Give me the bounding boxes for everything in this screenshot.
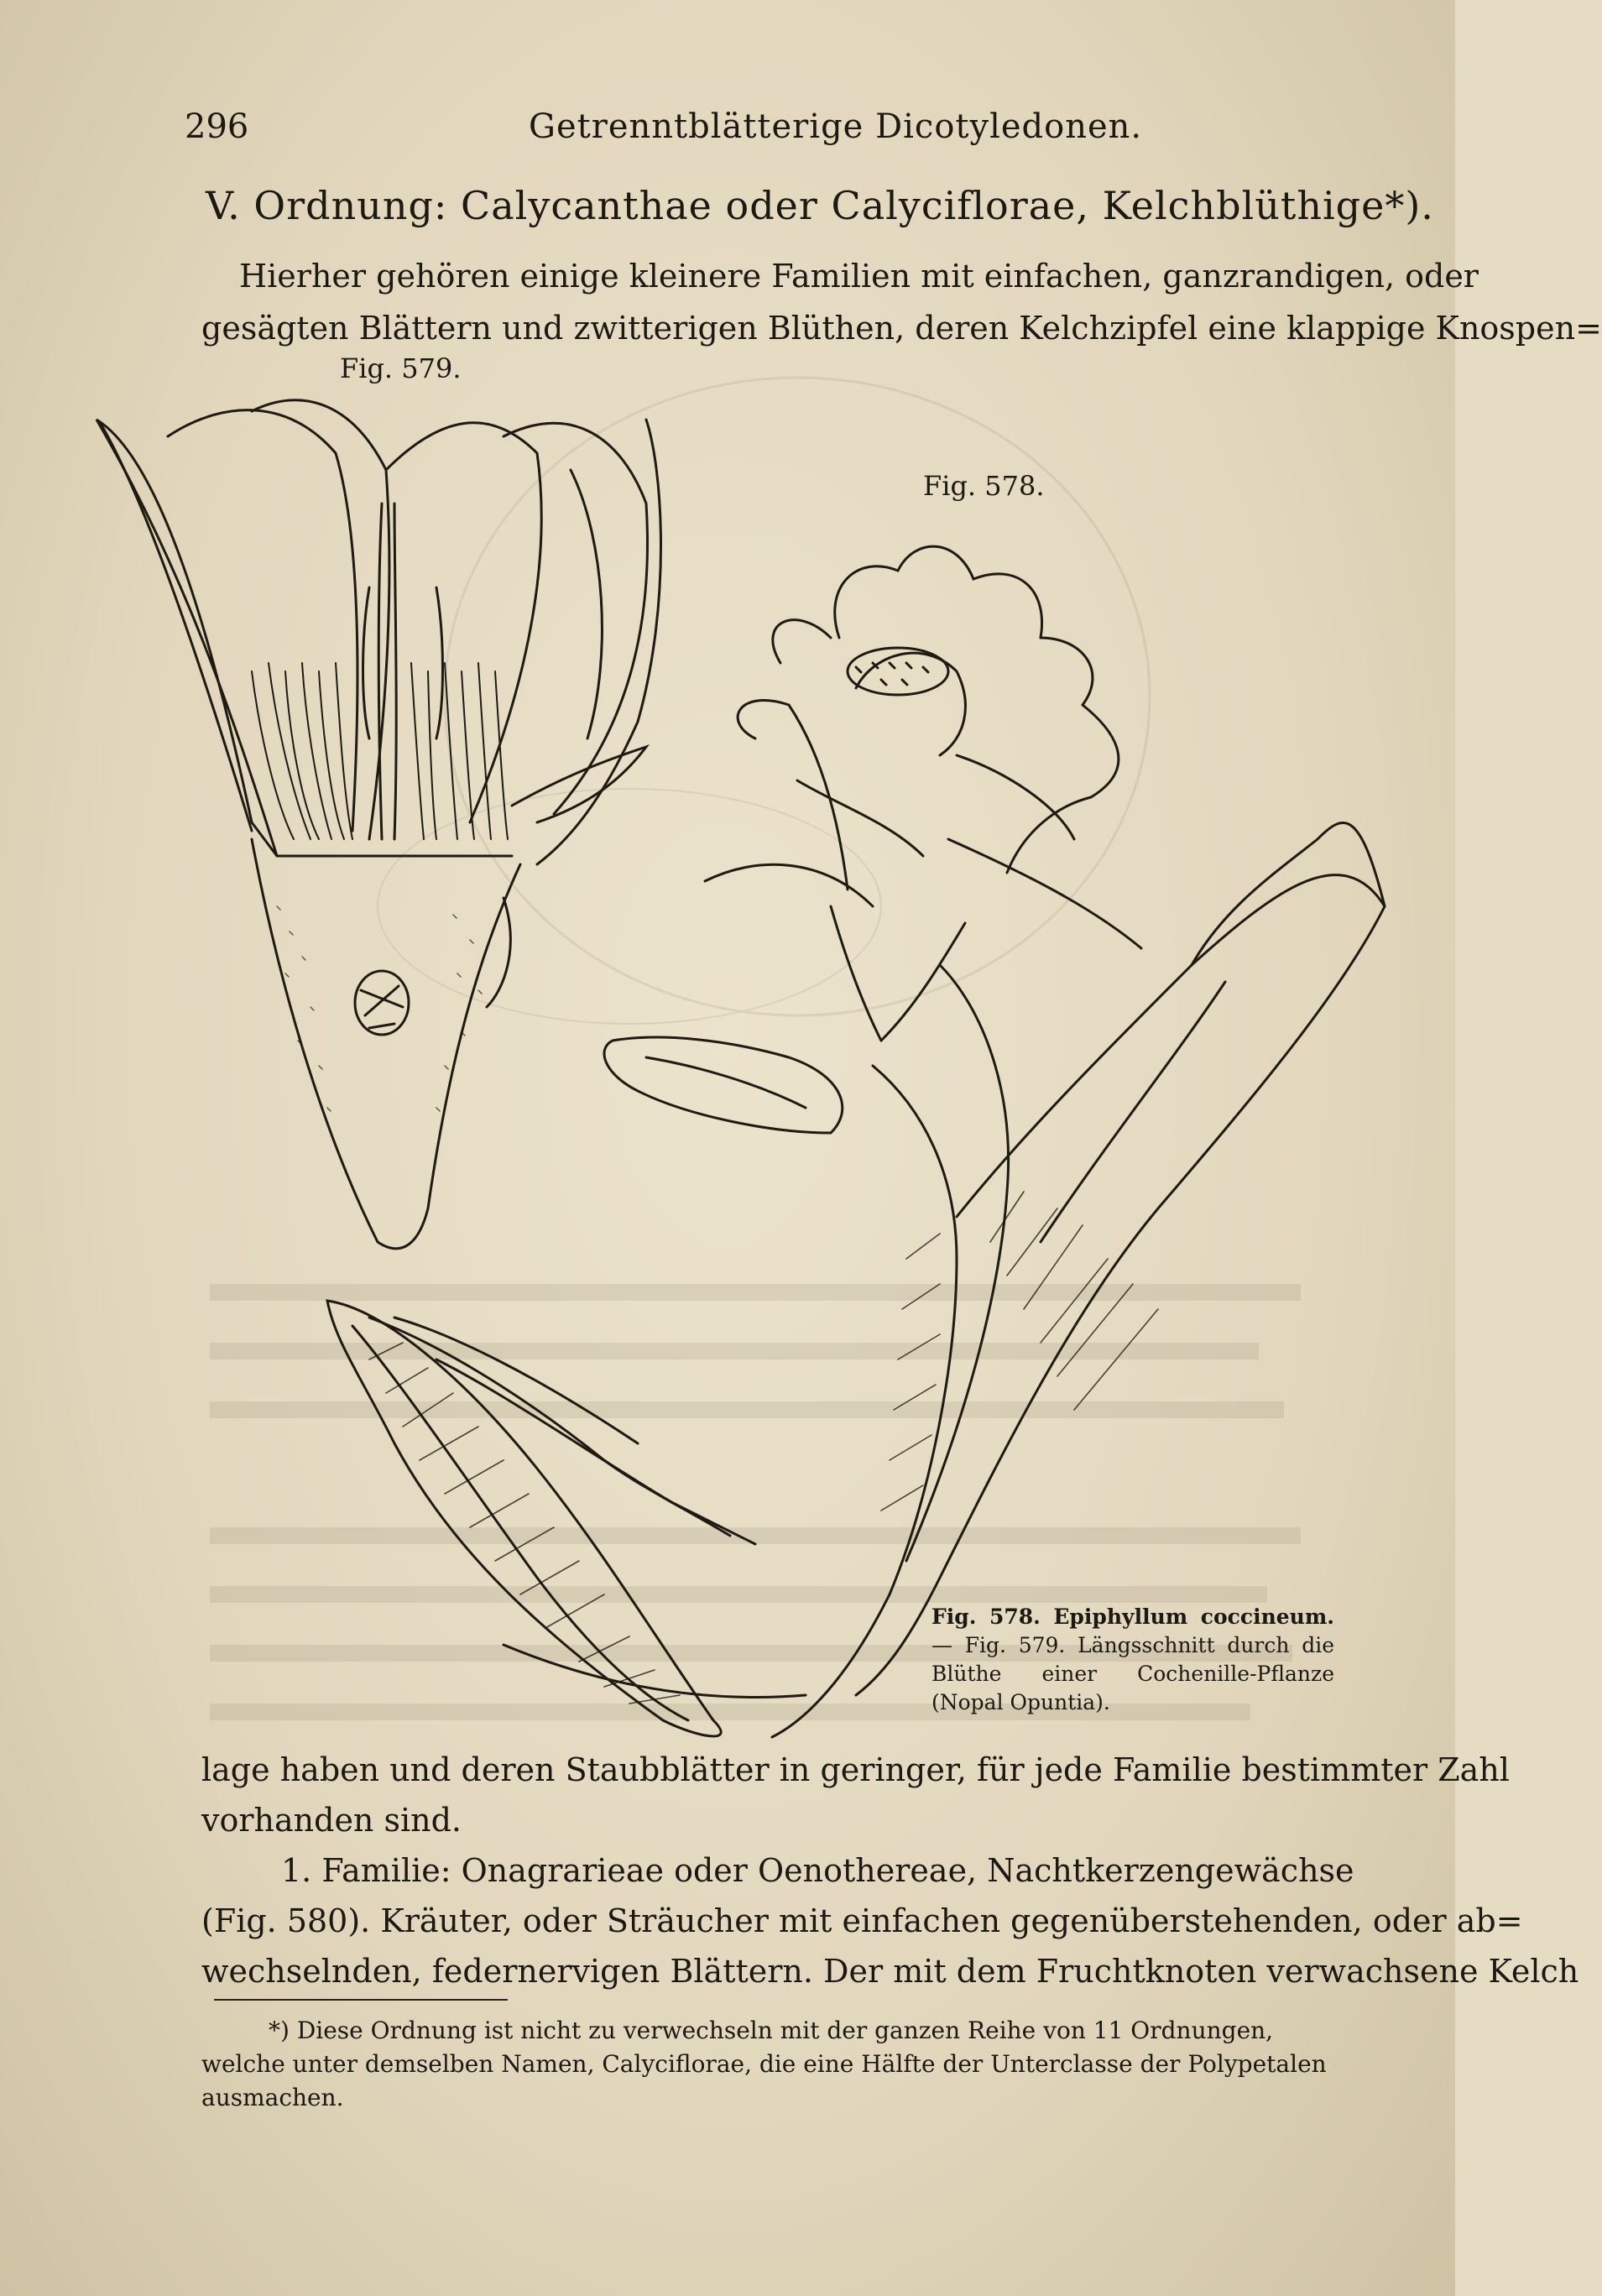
figure-caption	[931, 1603, 1334, 1717]
family-line-2: (Fig. 580). Kräuter, oder Sträucher mit einfachen gegenüberstehenden, oder ab=	[201, 1902, 1523, 1939]
footnote-line-1: *) Diese Ordnung ist nicht zu verwechseln mit der ganzen Reihe von 11 Ordnungen,	[269, 2017, 1274, 2044]
fig-579-label: Fig. 579.	[340, 352, 462, 384]
running-title: Getrenntblätterige Dicotyledonen.	[529, 107, 1143, 146]
family-line-3: wechselnden, federnervigen Blättern. Der mit dem Fruchtknoten verwachsene Kelch	[201, 1953, 1579, 1990]
fig-579-flower-section	[97, 400, 661, 1249]
fig-578-label: Fig. 578.	[923, 470, 1045, 502]
footnote-rule	[214, 1999, 508, 2001]
footnote-line-3: ausmachen.	[201, 2084, 344, 2111]
family-heading-line: 1. Familie: Onagrarieae oder Oenothereae, Nachtkerzengewächse	[281, 1852, 1354, 1889]
footnote-line-2: welche unter demselben Namen, Calyciflorae, die eine Hälfte der Unterclasse der Polypetalen	[201, 2050, 1327, 2078]
page-number: 296	[185, 107, 249, 146]
intro-line-2: gesägten Blättern und zwitterigen Blüthen, deren Kelchzipfel eine klappige Knospen=	[201, 310, 1602, 347]
intro-line-1: Hierher gehören einige kleinere Familien mit einfachen, ganzrandigen, oder	[239, 258, 1479, 295]
caption-rest: — Fig. 579. Längsschnitt durch die Blüthe einer Cochenille-Pflanze (Nopal Opuntia).	[931, 1633, 1334, 1714]
body-line-1: lage haben und deren Staubblätter in geringer, für jede Familie bestimmter Zahl	[201, 1751, 1510, 1788]
section-heading: V. Ordnung: Calycanthae oder Calyciflorae, Kelchblüthige*).	[206, 183, 1434, 228]
caption-lead: Fig. 578. Epiphyllum coccineum.	[931, 1605, 1334, 1629]
fig-578-epiphyllum	[327, 546, 1385, 1737]
body-line-2: vorhanden sind.	[201, 1802, 462, 1839]
